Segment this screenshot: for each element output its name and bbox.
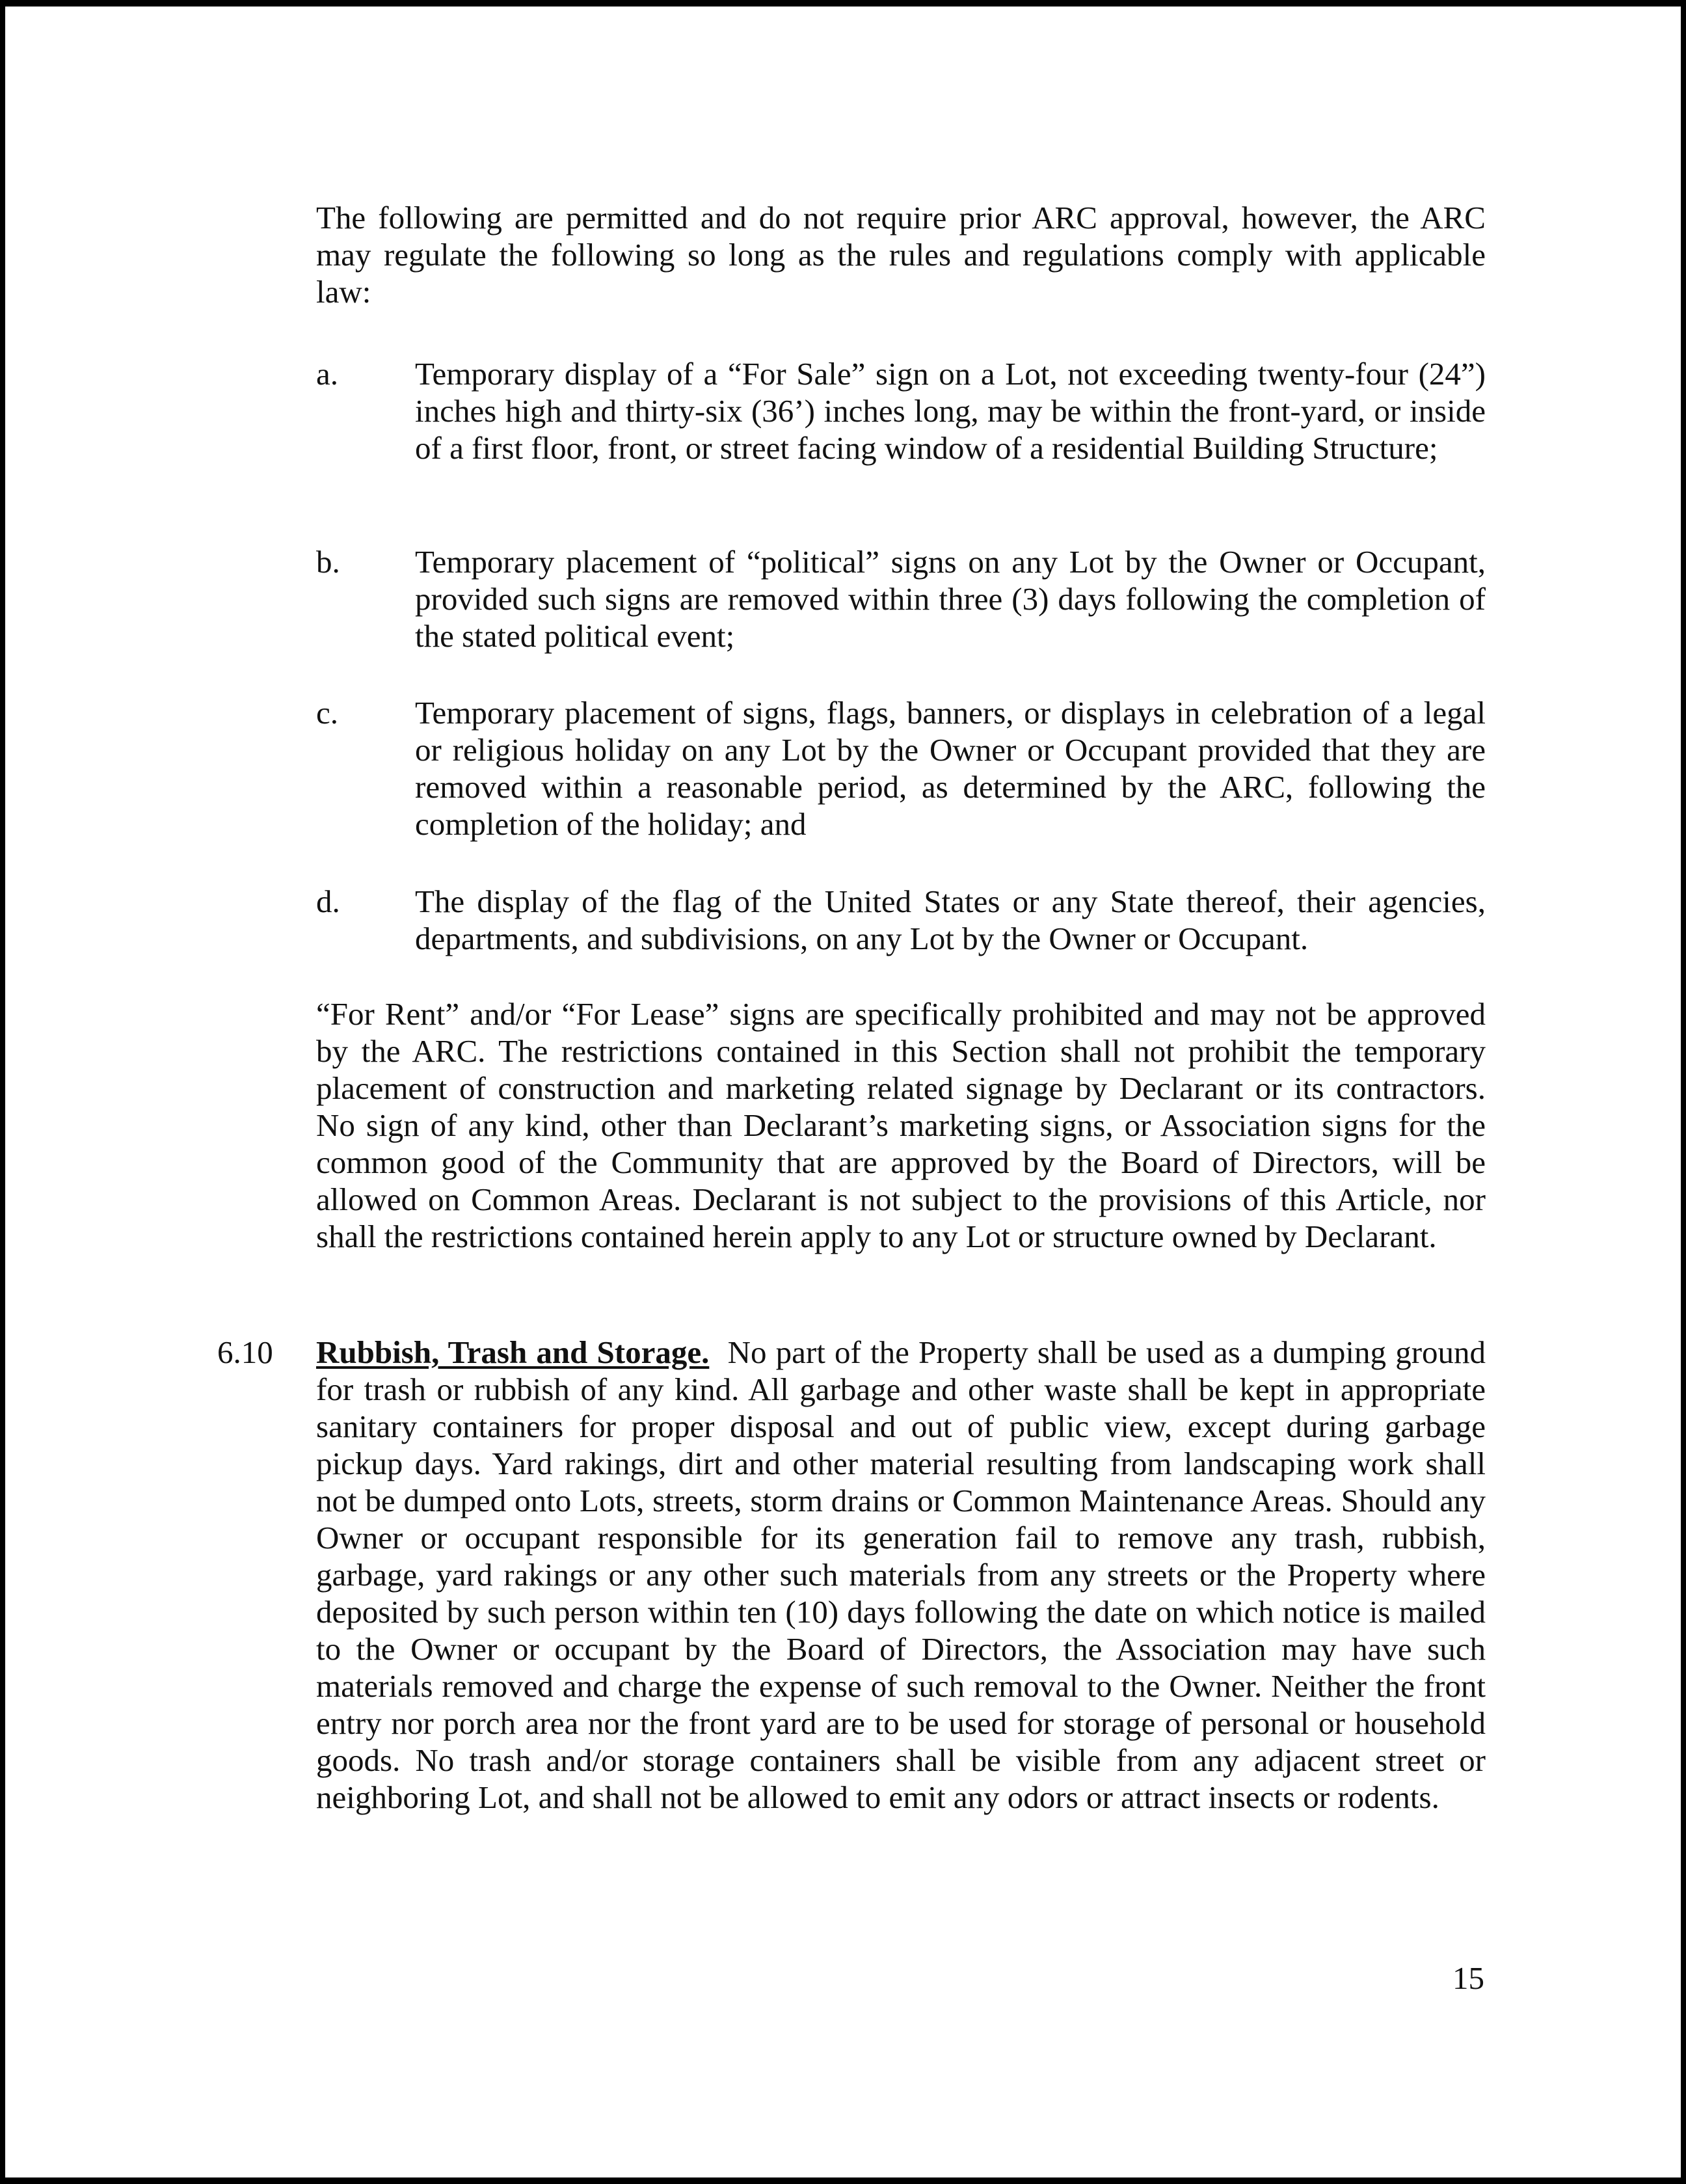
list-item-text: Temporary display of a “For Sale” sign on a Lot, not exceeding twenty-four (24”) inches high and thirty-six (36’) inches long, may be within the front-yard, or inside of a first floor, front, or street facing window of a residential Building Structure; — [415, 356, 1486, 466]
intro-paragraph: The following are permitted and do not require prior ARC approval, however, the ARC may regulate the following so long as the rules and regulations comply with applicable law: — [316, 200, 1486, 310]
list-item-letter: a. — [316, 356, 338, 392]
list-item-letter: d. — [316, 883, 340, 919]
section-paragraph — [316, 1334, 1486, 1816]
list-item-text: Temporary placement of signs, flags, banners, or displays in celebration of a legal or religious holiday on any Lot by the Owner or Occupant provided that they are removed within a reasonable period, as determined by the ARC, following the completion of the holiday; and — [415, 695, 1486, 842]
page-number: 15 — [1452, 1960, 1484, 1996]
closing-paragraph: “For Rent” and/or “For Lease” signs are specifically prohibited and may not be approved by the ARC. The restrictions contained in this Section shall not prohibit the temporary placement of construction and marketing related signage by Declarant or its contractors. No sign of any kind, other than Declarant’s marketing signs, or Association signs for the common good of the Community that are approved by the Board of Directors, will be allowed on Common Areas. Declarant is not subject to the provisions of this Article, nor shall the restrictions contained herein apply to any Lot or structure owned by Declarant. — [316, 996, 1486, 1254]
list-item-text: Temporary placement of “political” signs on any Lot by the Owner or Occupant, provided such signs are removed within three (3) days following the completion of the stated political event; — [415, 544, 1486, 654]
list-item-letter: b. — [316, 544, 340, 580]
list-item-text: The display of the flag of the United States or any State thereof, their agencies, departments, and subdivisions, on any Lot by the Owner or Occupant. — [415, 883, 1486, 956]
section-title: Rubbish, Trash and Storage. — [316, 1334, 710, 1370]
document-page — [5, 7, 1681, 2177]
list-item-letter: c. — [316, 695, 338, 731]
section-body-text: No part of the Property shall be used as a dumping ground for trash or rubbish of any kind. All garbage and other waste shall be kept in appropriate sanitary containers for proper disposal and out of public view, except during garbage pickup days. Yard rakings, dirt and other material resulting from landscaping work shall not be dumped onto Lots, streets, storm drains or Common Maintenance Areas. Should any Owner or occupant responsible for its generation fail to remove any trash, rubbish, garbage, yard rakings or any other such materials from any streets or the Property where deposited by such person within ten (10) days following the date on which notice is mailed to the Owner or occupant by the Board of Directors, the Association may have such materials removed and charge the expense of such removal to the Owner. Neither the front entry nor porch area nor the front yard are to be used for storage of personal or household goods. No trash and/or storage containers shall be visible from any adjacent street or neighboring Lot, and shall not be allowed to emit any odors or attract insects or rodents. — [316, 1334, 1486, 1815]
section-number: 6.10 — [217, 1334, 273, 1370]
